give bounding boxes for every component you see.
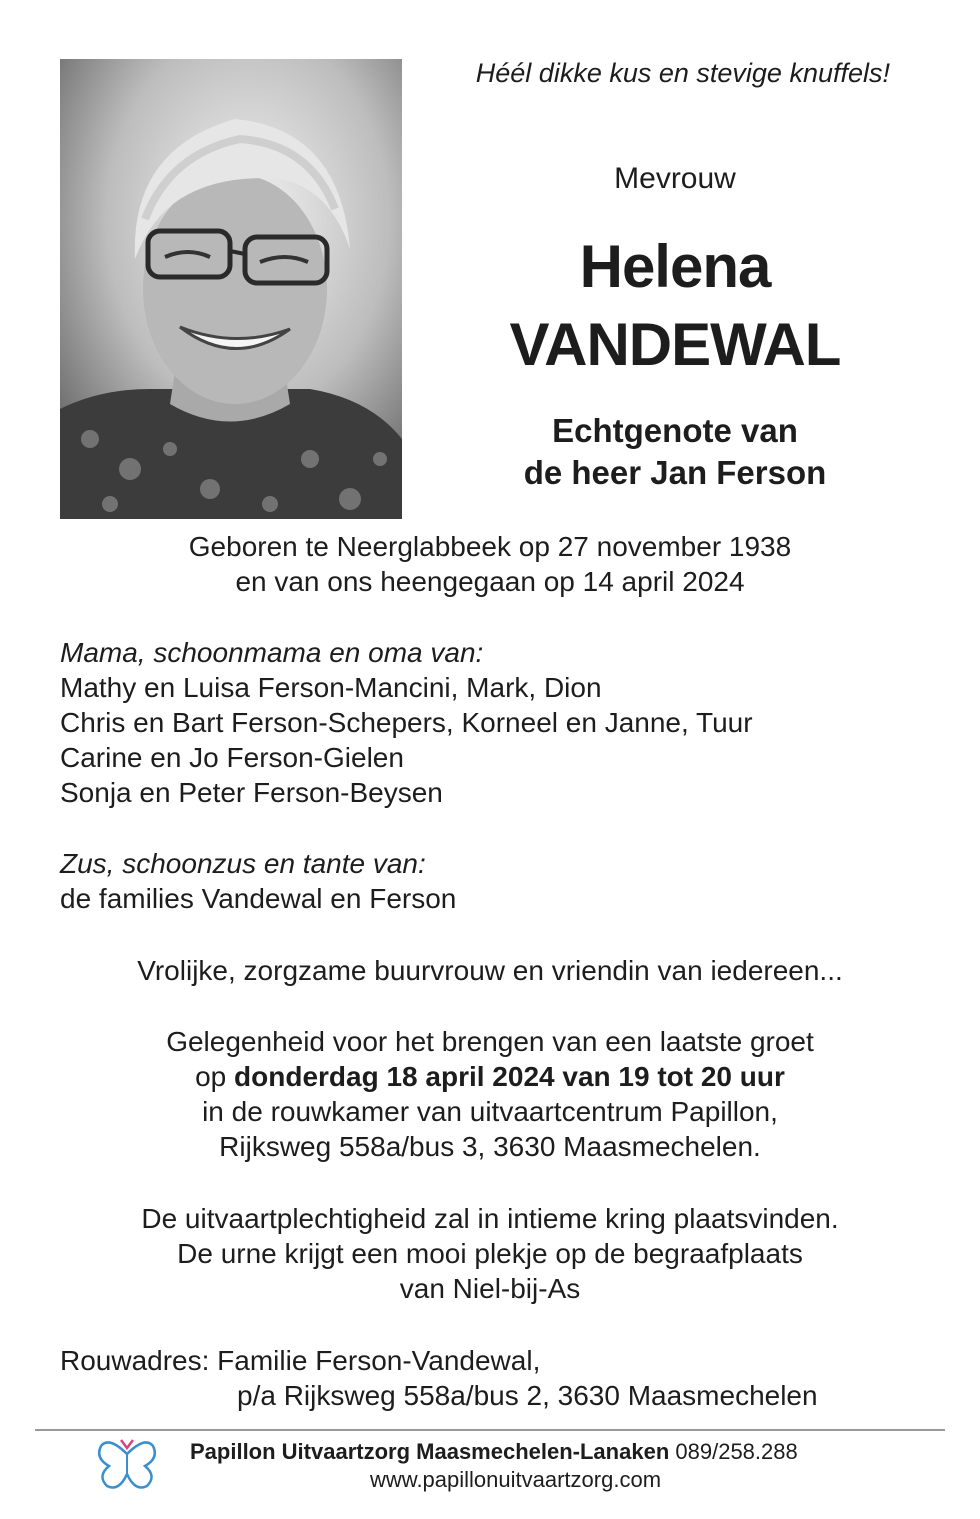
ceremony-line-2: De urne krijgt een mooi plekje op de begraafplaats (177, 1238, 803, 1269)
death-line: en van ons heengegaan op 14 april 2024 (235, 566, 745, 597)
family-line: Chris en Bart Ferson-Schepers, Korneel en Janne, Tuur (60, 707, 753, 738)
tribute-line: Vrolijke, zorgzame buurvrouw en vriendin van iedereen... (137, 955, 843, 986)
ceremony-line-1: De uitvaartplechtigheid zal in intieme kring plaatsvinden. (141, 1203, 839, 1234)
family-line: Mathy en Luisa Ferson-Mancini, Mark, Dion (60, 672, 602, 703)
family-line: Sonja en Peter Ferson-Beysen (60, 777, 443, 808)
family-line: de families Vandewal en Ferson (60, 883, 457, 914)
visitation-line-3: in de rouwkamer van uitvaartcentrum Papillon, (202, 1096, 778, 1127)
spouse-info (420, 410, 930, 494)
deceased-first-name: Helena (579, 233, 771, 300)
salutation: Mevrouw (614, 162, 736, 195)
spouse-line-2: de heer Jan Ferson (523, 454, 827, 491)
siblings-heading: Zus, schoonzus en tante van: (60, 848, 426, 879)
mourning-address-line-2: p/a Rijksweg 558a/bus 2, 3630 Maasmechelen (237, 1380, 818, 1411)
funeral-home-name: Papillon Uitvaartzorg Maasmechelen-Lanaken (190, 1439, 670, 1464)
visitation-datetime: donderdag 18 april 2024 van 19 tot 20 uur (234, 1061, 785, 1092)
visitation-line-4: Rijksweg 558a/bus 3, 3630 Maasmechelen. (219, 1131, 761, 1162)
birth-line: Geboren te Neerglabbeek op 27 november 1938 (188, 531, 792, 562)
butterfly-logo-icon (95, 1436, 159, 1494)
deceased-last-name: VANDEWAL (509, 311, 841, 378)
funeral-home-line (190, 1437, 798, 1467)
portrait-photo (60, 59, 402, 519)
visitation-prefix: op (195, 1061, 235, 1092)
children-heading: Mama, schoonmama en oma van: (60, 637, 484, 668)
portrait-illustration (60, 59, 402, 519)
life-dates (0, 529, 980, 599)
ceremony-info (0, 1201, 980, 1306)
visitation-info (0, 1024, 980, 1164)
visitation-line-2 (0, 1059, 980, 1094)
spouse-line-1: Echtgenote van (552, 412, 798, 449)
ceremony-line-3: van Niel-bij-As (399, 1273, 581, 1304)
siblings-section (60, 846, 456, 916)
funeral-home-phone: 089/258.288 (675, 1439, 798, 1464)
opening-quote: Héél dikke kus en stevige knuffels! (475, 58, 890, 88)
mourning-address-line-1: Rouwadres: Familie Ferson-Vandewal, (60, 1345, 541, 1376)
family-line: Carine en Jo Ferson-Gielen (60, 742, 404, 773)
footer-divider (35, 1429, 945, 1431)
funeral-home-website[interactable]: www.papillonuitvaartzorg.com (370, 1467, 662, 1492)
children-section (60, 635, 753, 810)
visitation-line-1: Gelegenheid voor het brengen van een laatste groet (166, 1026, 814, 1057)
